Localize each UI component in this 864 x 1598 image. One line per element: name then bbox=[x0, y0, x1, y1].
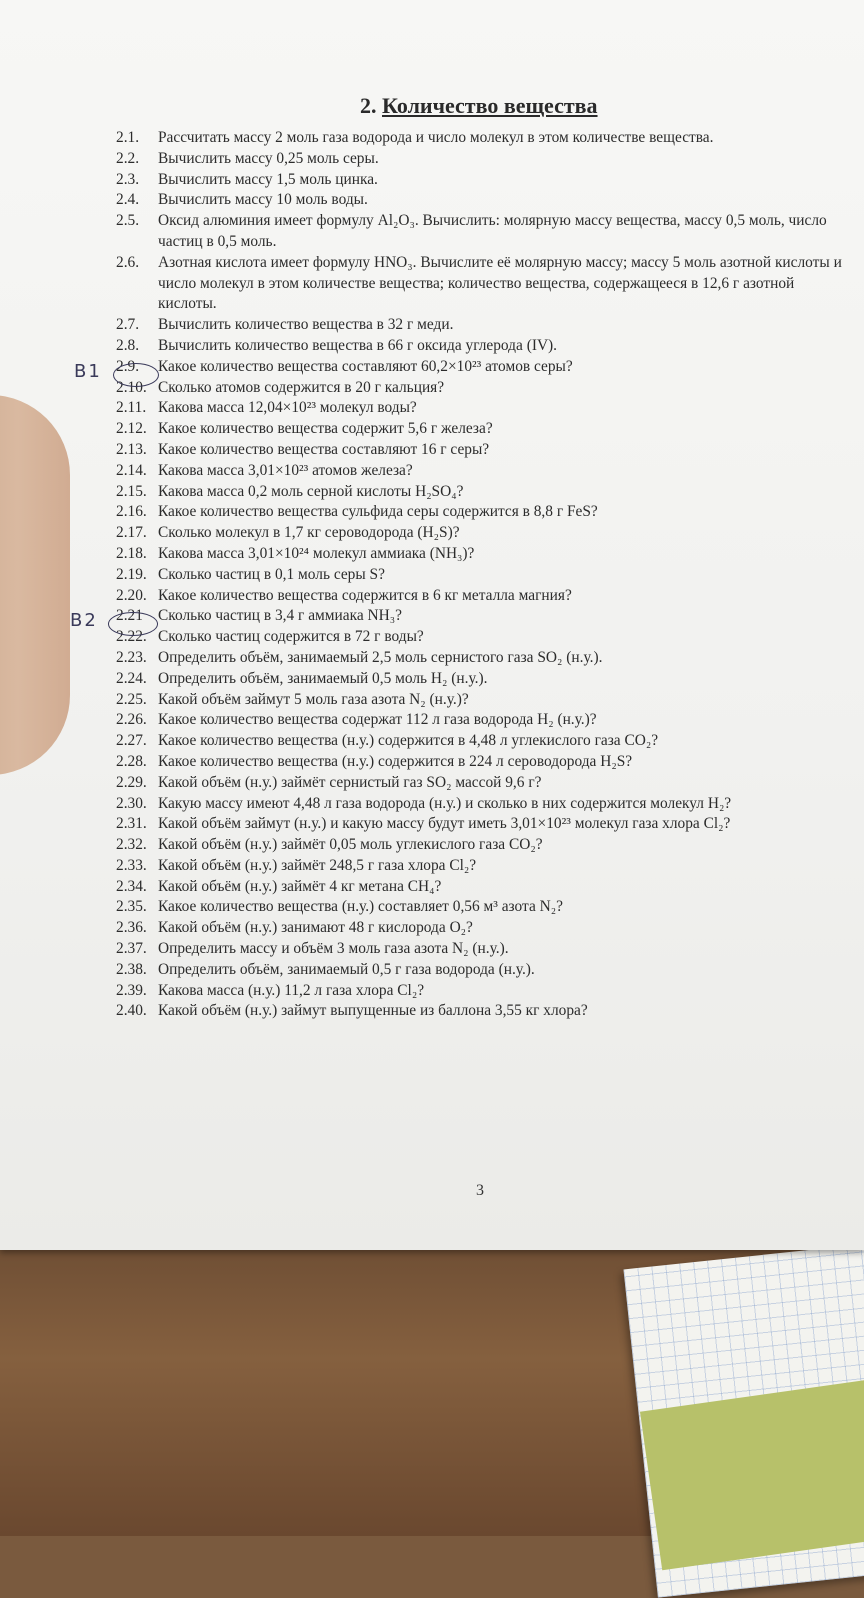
problem-text: Рассчитать массу 2 моль газа водорода и число молекул в этом количестве вещества. bbox=[158, 129, 714, 146]
problem-number: 2.12. bbox=[116, 420, 147, 438]
problem-number: 2.28. bbox=[116, 752, 147, 770]
problem-number: 2.21 bbox=[116, 607, 143, 625]
problem-item bbox=[116, 1001, 851, 1022]
problem-number: 2.18. bbox=[116, 544, 147, 562]
problem-number: 2.4. bbox=[116, 191, 140, 209]
problem-item bbox=[116, 170, 851, 191]
problem-item bbox=[116, 190, 851, 211]
problem-item bbox=[116, 773, 851, 794]
problem-text: Азотная кислота имеет формулу HNO₃. Вычислите её молярную массу; массу 5 моль азотной кислоты и число молекул в этом количестве вещества; количество вещества, содержащееся в 12,6 г азотной кислоты. bbox=[158, 253, 842, 313]
problem-text: Сколько частиц в 3,4 г аммиака NH₃? bbox=[158, 607, 402, 625]
problem-number: 2.6. bbox=[116, 253, 140, 271]
problem-number: 2.38. bbox=[116, 960, 147, 978]
handwritten-variant-b2: В2 bbox=[70, 610, 98, 631]
problem-text: Сколько атомов содержится в 20 г кальция? bbox=[158, 378, 445, 396]
problem-item bbox=[116, 128, 851, 149]
problem-item bbox=[116, 253, 851, 315]
problem-text: Определить объём, занимаемый 2,5 моль сернистого газа SO₂ (н.у.). bbox=[158, 648, 603, 666]
problem-text: Какое количество вещества составляют 16 г серы? bbox=[158, 440, 490, 458]
circle-mark-2-9 bbox=[113, 363, 159, 387]
problem-item bbox=[116, 752, 851, 773]
problem-item bbox=[116, 461, 851, 482]
problem-text: Вычислить массу 1,5 моль цинка. bbox=[158, 170, 378, 188]
problem-number: 2.37. bbox=[116, 940, 147, 958]
problem-item bbox=[116, 336, 851, 357]
problem-text: Какой объём (н.у.) занимают 48 г кислорода O₂? bbox=[158, 919, 473, 937]
problem-text: Какое количество вещества содержится в 6 кг металла магния? bbox=[158, 586, 572, 604]
problem-text: Какова масса 12,04×10²³ молекул воды? bbox=[158, 399, 417, 417]
problem-number: 2.2. bbox=[116, 149, 140, 167]
problem-item bbox=[116, 648, 851, 669]
problem-text: Сколько молекул в 1,7 кг сероводорода (H₂S)? bbox=[158, 524, 460, 542]
problem-item bbox=[116, 669, 851, 690]
problem-item bbox=[116, 211, 851, 253]
problem-item bbox=[116, 690, 851, 711]
problem-number: 2.10. bbox=[116, 378, 147, 396]
problem-item bbox=[116, 835, 851, 856]
problem-item bbox=[116, 606, 851, 627]
problem-item bbox=[116, 378, 851, 399]
problem-item bbox=[116, 398, 851, 419]
problem-number: 2.13. bbox=[116, 440, 147, 458]
problem-number: 2.26. bbox=[116, 711, 147, 729]
problem-number: 2.24. bbox=[116, 669, 147, 687]
problem-item bbox=[116, 794, 851, 815]
problem-number: 2.34. bbox=[116, 877, 147, 895]
problem-text: Какое количество вещества составляют 60,2×10²³ атомов серы? bbox=[158, 357, 573, 375]
problem-item bbox=[116, 939, 851, 960]
problem-text: Какой объём займут (н.у.) и какую массу будут иметь 3,01×10²³ молекул газа хлора Cl₂? bbox=[158, 815, 731, 833]
problem-number: 2.3. bbox=[116, 170, 140, 188]
thumb bbox=[0, 395, 70, 775]
page-number: 3 bbox=[476, 1182, 484, 1199]
problem-number: 2.31. bbox=[116, 815, 147, 833]
green-folder bbox=[640, 1380, 864, 1570]
problem-item bbox=[116, 419, 851, 440]
problem-item bbox=[116, 440, 851, 461]
handwritten-variant-b1: В1 bbox=[74, 361, 102, 382]
problem-text: Какое количество вещества сульфида серы содержится в 8,8 г FeS? bbox=[158, 503, 598, 521]
problem-text: Определить объём, занимаемый 0,5 моль H₂ (н.у.). bbox=[158, 669, 488, 687]
problem-item bbox=[116, 856, 851, 877]
page-title bbox=[360, 93, 598, 119]
problem-item bbox=[116, 544, 851, 565]
problem-number: 2.36. bbox=[116, 919, 147, 937]
problem-text: Какова масса 3,01×10²³ атомов железа? bbox=[158, 461, 413, 479]
problem-text: Какое количество вещества (н.у.) содержится в 4,48 л углекислого газа CO₂? bbox=[158, 732, 659, 750]
problem-number: 2.39. bbox=[116, 981, 147, 999]
problem-number: 2.35. bbox=[116, 898, 147, 916]
problem-item bbox=[116, 315, 851, 336]
problem-text: Оксид алюминия имеет формулу Al₂O₃. Вычислить: молярную массу вещества, массу 0,5 моль, число частиц в 0,5 моль. bbox=[158, 212, 827, 250]
circle-mark-2-21 bbox=[108, 612, 158, 636]
problem-number: 2.9. bbox=[116, 357, 140, 375]
problem-text: Какое количество вещества (н.у.) содержится в 224 л сероводорода H₂S? bbox=[158, 752, 633, 770]
section-title: Количество вещества bbox=[382, 93, 598, 118]
problem-item bbox=[116, 627, 851, 648]
problem-number: 2.15. bbox=[116, 482, 147, 500]
problem-text: Сколько частиц содержится в 72 г воды? bbox=[158, 628, 424, 646]
problem-text: Вычислить количество вещества в 66 г оксида углерода (IV). bbox=[158, 336, 558, 354]
problem-number: 2.30. bbox=[116, 794, 147, 812]
problem-number: 2.27. bbox=[116, 732, 147, 750]
problem-number: 2.8. bbox=[116, 336, 140, 354]
problem-item bbox=[116, 960, 851, 981]
problem-item bbox=[116, 981, 851, 1002]
problem-item bbox=[116, 897, 851, 918]
problem-number: 2.5. bbox=[116, 212, 140, 230]
problem-item bbox=[116, 877, 851, 898]
problem-text: Какой объём (н.у.) займёт сернистый газ SO₂ массой 9,6 г? bbox=[158, 773, 542, 791]
problem-text: Какова масса (н.у.) 11,2 л газа хлора Cl₂? bbox=[158, 981, 425, 999]
problem-text: Определить массу и объём 3 моль газа азота N₂ (н.у.). bbox=[158, 940, 509, 958]
problem-number: 2.22. bbox=[116, 628, 147, 646]
problem-number: 2.19. bbox=[116, 565, 147, 583]
problem-number: 2.29. bbox=[116, 773, 147, 791]
problem-text: Сколько частиц в 0,1 моль серы S? bbox=[158, 565, 385, 583]
problem-text: Какой объём (н.у.) займут выпущенные из баллона 3,55 кг хлора? bbox=[158, 1002, 588, 1020]
problem-item bbox=[116, 482, 851, 503]
problem-list bbox=[116, 128, 851, 1022]
problem-item bbox=[116, 502, 851, 523]
section-number: 2. bbox=[360, 93, 377, 118]
problem-number: 2.1. bbox=[116, 129, 140, 146]
problem-text: Какой объём (н.у.) займёт 4 кг метана CH₄? bbox=[158, 877, 442, 895]
problem-text: Вычислить массу 0,25 моль серы. bbox=[158, 149, 379, 167]
problem-text: Вычислить количество вещества в 32 г меди. bbox=[158, 316, 454, 334]
problem-number: 2.11. bbox=[116, 399, 147, 417]
problem-item bbox=[116, 523, 851, 544]
problem-text: Какова масса 3,01×10²⁴ молекул аммиака (NH₃)? bbox=[158, 544, 475, 562]
problem-text: Какой объём (н.у.) займёт 248,5 г газа хлора Cl₂? bbox=[158, 856, 477, 874]
problem-item bbox=[116, 918, 851, 939]
problem-text: Какой объём займут 5 моль газа азота N₂ (н.у.)? bbox=[158, 690, 469, 708]
problem-number: 2.33. bbox=[116, 856, 147, 874]
problem-number: 2.40. bbox=[116, 1002, 147, 1020]
problem-item bbox=[116, 357, 851, 378]
problem-number: 2.25. bbox=[116, 690, 147, 708]
problem-text: Какую массу имеют 4,48 л газа водорода (н.у.) и сколько в них содержится молекул H₂? bbox=[158, 794, 732, 812]
problem-number: 2.7. bbox=[116, 316, 140, 334]
problem-text: Вычислить массу 10 моль воды. bbox=[158, 191, 368, 209]
problem-item bbox=[116, 586, 851, 607]
problem-item bbox=[116, 814, 851, 835]
problem-text: Определить объём, занимаемый 0,5 г газа водорода (н.у.). bbox=[158, 960, 535, 978]
problem-number: 2.20. bbox=[116, 586, 147, 604]
problem-text: Какое количество вещества содержат 112 л газа водорода H₂ (н.у.)? bbox=[158, 711, 597, 729]
problem-number: 2.23. bbox=[116, 648, 147, 666]
problem-number: 2.14. bbox=[116, 461, 147, 479]
problem-text: Какова масса 0,2 моль серной кислоты H₂SO₄? bbox=[158, 482, 464, 500]
problem-item bbox=[116, 731, 851, 752]
problem-number: 2.17. bbox=[116, 524, 147, 542]
problem-number: 2.16. bbox=[116, 503, 147, 521]
problem-item bbox=[116, 149, 851, 170]
problem-item bbox=[116, 565, 851, 586]
problem-text: Какой объём (н.у.) займёт 0,05 моль углекислого газа CO₂? bbox=[158, 836, 543, 854]
problem-text: Какое количество вещества содержит 5,6 г железа? bbox=[158, 420, 493, 438]
problem-text: Какое количество вещества (н.у.) составляет 0,56 м³ азота N₂? bbox=[158, 898, 563, 916]
problem-item bbox=[116, 710, 851, 731]
problem-number: 2.32. bbox=[116, 836, 147, 854]
